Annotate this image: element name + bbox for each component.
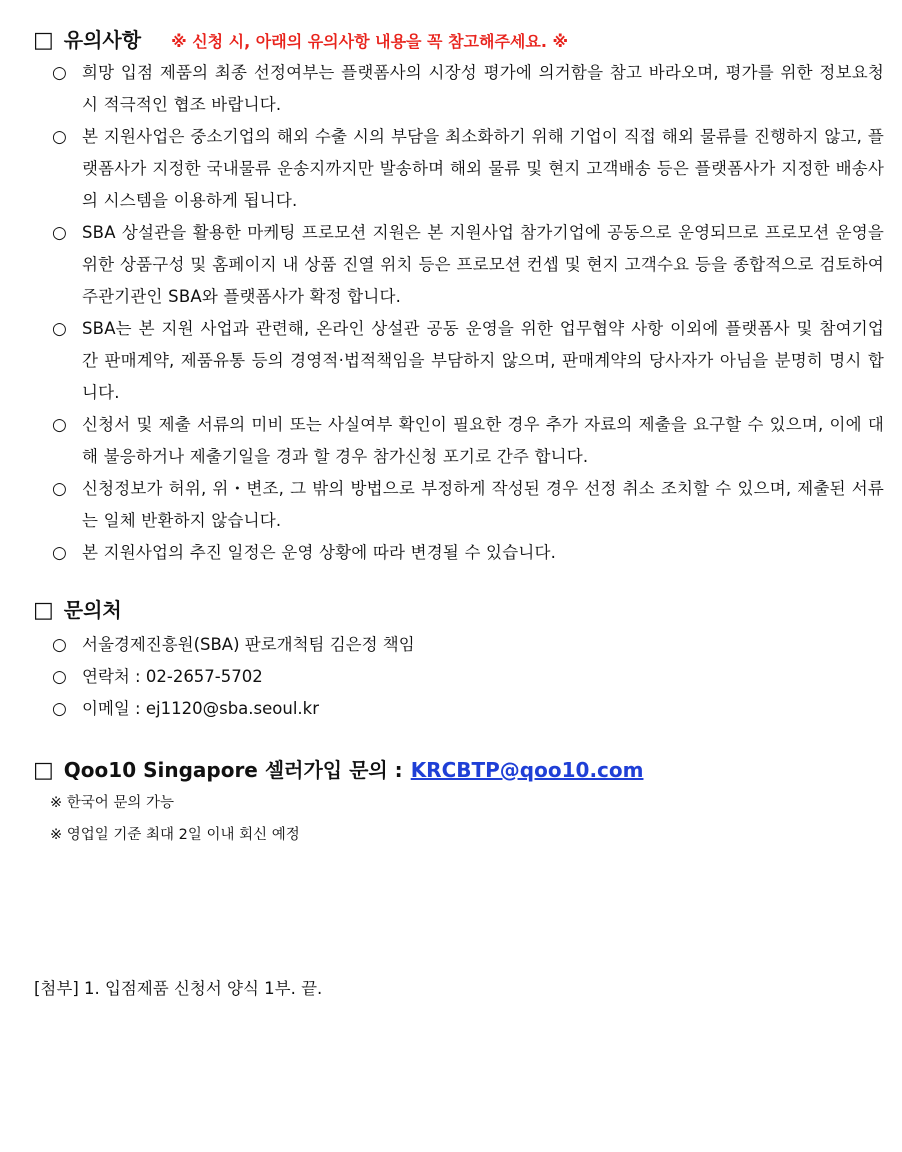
- notice-item-text: 본 지원사업의 추진 일정은 운영 상황에 따라 변경될 수 있습니다.: [82, 543, 557, 562]
- circle-bullet-icon: ○: [52, 127, 67, 147]
- contact-list: [52, 629, 752, 725]
- notice-item-text: 본 지원사업은 중소기업의 해외 수출 시의 부담을 최소화하기 위해 기업이 직접 해외 물류를 진행하지 않고, 플랫폼사가 지정한 국내물류 운송지까지만 발송하며 해외 물류 및 현지 고객배송 등은 플랫폼사가 지정한 배송사의 시스템을 이용하게 됩니다.: [82, 127, 884, 210]
- circle-bullet-icon: ○: [52, 479, 67, 499]
- qoo10-section-header: [33, 760, 643, 782]
- notice-list-item: [52, 121, 884, 217]
- checkbox-square-icon: □: [33, 758, 54, 783]
- contact-person-text: 서울경제진흥원(SBA) 판로개척팀 김은정 책임: [82, 635, 415, 654]
- notice-list: [52, 57, 884, 569]
- checkbox-square-icon: □: [33, 28, 54, 53]
- notice-warning-text: ※ 신청 시, 아래의 유의사항 내용을 꼭 참고해주세요. ※: [171, 32, 569, 51]
- circle-bullet-icon: ○: [52, 543, 67, 563]
- circle-bullet-icon: ○: [52, 667, 67, 687]
- circle-bullet-icon: ○: [52, 415, 67, 435]
- circle-bullet-icon: ○: [52, 223, 67, 243]
- notice-item-text: 희망 입점 제품의 최종 선정여부는 플랫폼사의 시장성 평가에 의거함을 참고 바라오며, 평가를 위한 정보요청 시 적극적인 협조 바랍니다.: [82, 63, 884, 114]
- qoo10-notes: [50, 787, 300, 851]
- notice-list-item: [52, 409, 884, 473]
- circle-bullet-icon: ○: [52, 319, 67, 339]
- notice-section-header: [33, 30, 568, 52]
- notice-list-item: [52, 313, 884, 409]
- circle-bullet-icon: ○: [52, 63, 67, 83]
- notice-item-text: 신청서 및 제출 서류의 미비 또는 사실여부 확인이 필요한 경우 추가 자료의 제출을 요구할 수 있으며, 이에 대해 불응하거나 제출기일을 경과 할 경우 참가신청 포기로 간주 합니다.: [82, 415, 884, 466]
- contact-section-title: 문의처: [63, 598, 122, 622]
- contact-list-item: [52, 693, 752, 725]
- circle-bullet-icon: ○: [52, 699, 67, 719]
- qoo10-email-link[interactable]: KRCBTP@qoo10.com: [410, 758, 644, 782]
- notice-item-text: SBA는 본 지원 사업과 관련해, 온라인 상설관 공동 운영을 위한 업무협약 사항 이외에 플랫폼사 및 참여기업 간 판매계약, 제품유통 등의 경영적·법적책임을 부담하지 않으며, 판매계약의 당사자가 아님을 분명히 명시 합니다.: [82, 319, 884, 402]
- notice-list-item: [52, 217, 884, 313]
- notice-item-text: 신청정보가 허위, 위・변조, 그 밖의 방법으로 부정하게 작성된 경우 선정 취소 조치할 수 있으며, 제출된 서류는 일체 반환하지 않습니다.: [82, 479, 884, 530]
- contact-phone-text: 연락처 : 02-2657-5702: [82, 667, 263, 686]
- contact-email-text: 이메일 : ej1120@sba.seoul.kr: [82, 699, 319, 718]
- checkbox-square-icon: □: [33, 598, 54, 623]
- circle-bullet-icon: ○: [52, 635, 67, 655]
- qoo10-section-title: Qoo10 Singapore 셀러가입 문의 :: [63, 758, 403, 782]
- notice-list-item: [52, 473, 884, 537]
- notice-list-item: [52, 57, 884, 121]
- contact-list-item: [52, 661, 752, 693]
- notice-section-title: 유의사항: [63, 28, 142, 52]
- notice-item-text: SBA 상설관을 활용한 마케팅 프로모션 지원은 본 지원사업 참가기업에 공동으로 운영되므로 프로모션 운영을 위한 상품구성 및 홈페이지 내 상품 진열 위치 등은 프로모션 컨셉 및 현지 고객수요 등을 종합적으로 검토하여 주관기관인 SBA와 플랫폼사가 확정 합니다.: [82, 223, 884, 306]
- contact-section-header: [33, 600, 122, 622]
- qoo10-note: ※ 한국어 문의 가능: [50, 795, 175, 811]
- contact-list-item: [52, 629, 752, 661]
- attachment-line: [첨부] 1. 입점제품 신청서 양식 1부. 끝.: [34, 979, 323, 998]
- qoo10-note: ※ 영업일 기준 최대 2일 이내 회신 예정: [50, 827, 300, 843]
- notice-list-item: [52, 537, 884, 569]
